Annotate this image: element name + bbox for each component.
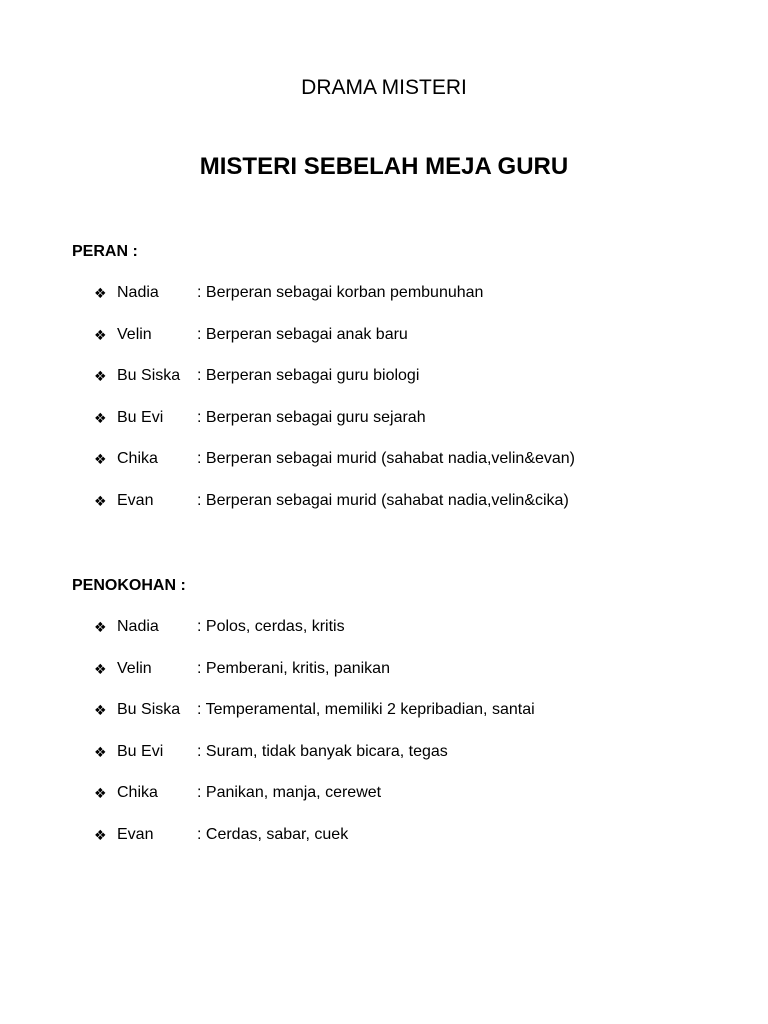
role-description: : Berperan sebagai anak baru bbox=[197, 325, 408, 343]
character-name: Nadia bbox=[117, 618, 159, 635]
document-title: MISTERI SEBELAH MEJA GURU bbox=[199, 153, 569, 180]
peran-item-nadia bbox=[0, 283, 768, 325]
role-description: : Berperan sebagai murid (sahabat nadia,velin&cika) bbox=[197, 491, 569, 509]
character-name: Evan bbox=[117, 825, 154, 843]
character-name: Bu Evi bbox=[117, 408, 164, 426]
character-name: Nadia bbox=[117, 284, 159, 301]
character-name: Velin bbox=[117, 325, 152, 343]
peran-item-bu-siska bbox=[0, 366, 768, 408]
penokohan-item-chika bbox=[0, 783, 768, 825]
character-name: Bu Siska bbox=[117, 701, 181, 719]
character-name: Evan bbox=[117, 491, 154, 509]
penokohan-item-bu-evi bbox=[0, 742, 768, 784]
penokohan-list bbox=[0, 617, 768, 867]
role-description: : Berperan sebagai guru sejarah bbox=[197, 408, 426, 426]
peran-list bbox=[0, 283, 768, 533]
peran-item-evan bbox=[0, 491, 768, 533]
character-name: Chika bbox=[117, 450, 158, 468]
penokohan-item-nadia bbox=[0, 617, 768, 659]
section-heading-penokohan: PENOKOHAN : bbox=[72, 577, 186, 594]
peran-item-bu-evi bbox=[0, 408, 768, 450]
diamond-bullet-icon: ❖ bbox=[94, 702, 107, 719]
penokohan-item-velin bbox=[0, 659, 768, 701]
trait-description: : Suram, tidak banyak bicara, tegas bbox=[197, 742, 448, 760]
document-type-label: DRAMA MISTERI bbox=[301, 76, 467, 99]
diamond-bullet-icon: ❖ bbox=[94, 826, 107, 843]
penokohan-item-evan bbox=[0, 825, 768, 867]
trait-description: : Panikan, manja, cerewet bbox=[197, 784, 382, 802]
peran-item-chika bbox=[0, 449, 768, 491]
character-name: Bu Siska bbox=[117, 367, 181, 385]
trait-description: : Pemberani, kritis, panikan bbox=[197, 659, 390, 677]
role-description: : Berperan sebagai korban pembunuhan bbox=[197, 284, 484, 301]
trait-description: : Temperamental, memiliki 2 kepribadian, santai bbox=[197, 701, 535, 719]
diamond-bullet-icon: ❖ bbox=[94, 285, 107, 301]
diamond-bullet-icon: ❖ bbox=[94, 492, 107, 509]
peran-item-velin bbox=[0, 325, 768, 367]
role-description: : Berperan sebagai guru biologi bbox=[197, 367, 420, 385]
trait-description: : Cerdas, sabar, cuek bbox=[197, 825, 349, 843]
character-name: Velin bbox=[117, 659, 152, 677]
character-name: Bu Evi bbox=[117, 742, 164, 760]
diamond-bullet-icon: ❖ bbox=[94, 619, 107, 635]
diamond-bullet-icon: ❖ bbox=[94, 785, 107, 802]
role-description: : Berperan sebagai murid (sahabat nadia,velin&evan) bbox=[197, 450, 576, 468]
diamond-bullet-icon: ❖ bbox=[94, 660, 107, 677]
diamond-bullet-icon: ❖ bbox=[94, 409, 107, 426]
penokohan-item-bu-siska bbox=[0, 700, 768, 742]
diamond-bullet-icon: ❖ bbox=[94, 743, 107, 760]
diamond-bullet-icon: ❖ bbox=[94, 326, 107, 343]
diamond-bullet-icon: ❖ bbox=[94, 451, 107, 468]
diamond-bullet-icon: ❖ bbox=[94, 368, 107, 385]
character-name: Chika bbox=[117, 784, 158, 802]
section-heading-peran: PERAN : bbox=[72, 243, 138, 260]
trait-description: : Polos, cerdas, kritis bbox=[197, 618, 345, 635]
